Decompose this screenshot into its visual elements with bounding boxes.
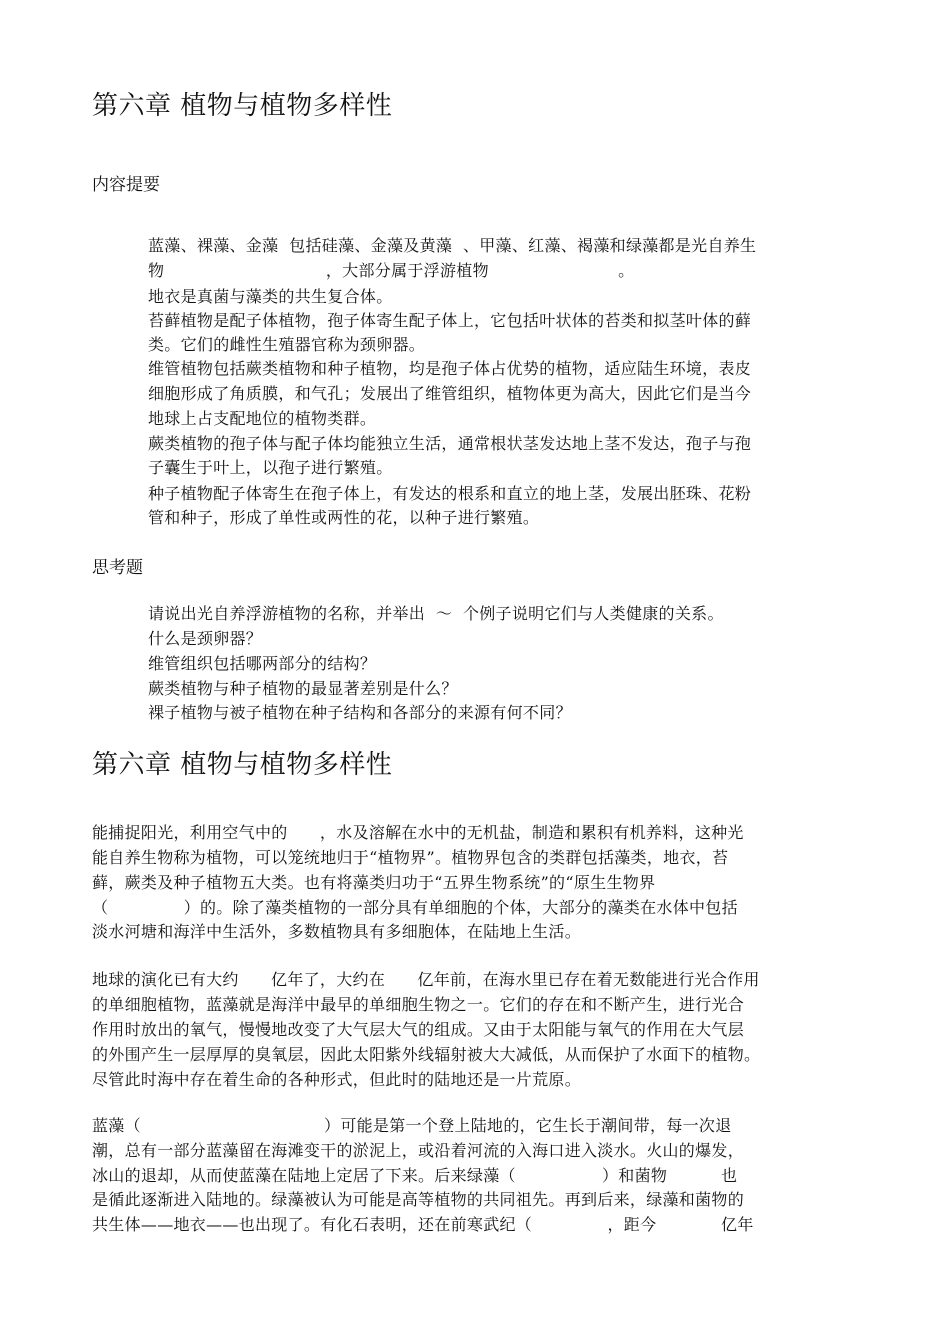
question-item: 蕨类植物与种子植物的最显著差别是什么？ bbox=[148, 679, 458, 698]
paragraph-line: 地球的演化已有大约 亿年了，大约在 亿年前，在海水里已存在着无数能进行光合作用 bbox=[92, 970, 760, 989]
paragraph-line: 淡水河塘和海洋中生活外，多数植物具有多细胞体，在陆地上生活。 bbox=[92, 922, 582, 941]
paragraph-line: 蓝藻（ ）可能是第一个登上陆地的，它生长于潮间带，每一次退 bbox=[92, 1116, 732, 1135]
chapter-title: 第六章 植物与植物多样性 bbox=[92, 91, 393, 121]
paragraph-line: 共生体——地衣——也出现了。有化石表明，还在前寒武纪（ ，距今 亿年 bbox=[92, 1215, 754, 1234]
paragraph-line: 能自养生物称为植物，可以笼统地归于“植物界”。植物界包含的类群包括藻类，地衣，苔 bbox=[92, 848, 729, 867]
summary-line: 地球上占支配地位的植物类群。 bbox=[148, 409, 377, 428]
summary-line: 物 ，大部分属于浮游植物 。 bbox=[148, 261, 635, 280]
paragraph-line: 潮，总有一部分蓝藻留在海滩变干的淤泥上，或沿着河流的入海口进入淡水。火山的爆发， bbox=[92, 1141, 745, 1160]
paragraph-line: 是循此逐渐进入陆地的。绿藻被认为可能是高等植物的共同祖先。再到后来，绿藻和菌物的 bbox=[92, 1190, 745, 1209]
summary-line: 类。它们的雌性生殖器官称为颈卵器。 bbox=[148, 335, 426, 354]
summary-line: 管和种子，形成了单性或两性的花，以种子进行繁殖。 bbox=[148, 508, 540, 527]
paragraph-line: 冰山的退却，从而使蓝藻在陆地上定居了下来。后来绿藻（ ）和菌物 也 bbox=[92, 1166, 738, 1185]
summary-line: 蓝藻、裸藻、金藻 包括硅藻、金藻及黄藻 、甲藻、红藻、褐藻和绿藻都是光自养生 bbox=[148, 236, 757, 255]
question-item: 裸子植物与被子植物在种子结构和各部分的来源有何不同？ bbox=[148, 703, 572, 722]
paragraph-line: 的外围产生一层厚厚的臭氧层，因此太阳紫外线辐射被大大减低，从而保护了水面下的植物。 bbox=[92, 1045, 761, 1064]
paragraph-line: 尽管此时海中存在着生命的各种形式，但此时的陆地还是一片荒原。 bbox=[92, 1070, 582, 1089]
paragraph-line: （ ）的。除了藻类植物的一部分具有单细胞的个体，大部分的藻类在水体中包括 bbox=[92, 898, 738, 917]
questions-heading: 思考题 bbox=[92, 558, 143, 578]
paragraph-line: 藓，蕨类及种子植物五大类。也有将藻类归功于“五界生物系统”的“原生生物界 bbox=[92, 873, 656, 892]
paragraph-line: 能捕捉阳光，利用空气中的 ，水及溶解在水中的无机盐，制造和累积有机养料，这种光 bbox=[92, 823, 744, 842]
summary-line: 子囊生于叶上，以孢子进行繁殖。 bbox=[148, 458, 393, 477]
summary-line: 细胞形成了角质膜，和气孔；发展出了维管组织，植物体更为高大，因此它们是当今 bbox=[148, 384, 752, 403]
paragraph-line: 的单细胞植物，蓝藻就是海洋中最早的单细胞生物之一。它们的存在和不断产生，进行光合 bbox=[92, 995, 745, 1014]
question-item: 请说出光自养浮游植物的名称，并举出 ～ 个例子说明它们与人类健康的关系。 bbox=[148, 604, 724, 623]
paragraph-line: 作用时放出的氧气，慢慢地改变了大气层大气的组成。又由于太阳能与氧气的作用在大气层 bbox=[92, 1020, 745, 1039]
question-item: 什么是颈卵器？ bbox=[148, 629, 263, 648]
summary-line: 种子植物配子体寄生在孢子体上，有发达的根系和直立的地上茎，发展出胚珠、花粉 bbox=[148, 484, 752, 503]
chapter-title-repeat: 第六章 植物与植物多样性 bbox=[92, 750, 393, 780]
question-item: 维管组织包括哪两部分的结构？ bbox=[148, 654, 377, 673]
summary-heading: 内容提要 bbox=[92, 175, 160, 195]
summary-line: 蕨类植物的孢子体与配子体均能独立生活，通常根状茎发达地上茎不发达，孢子与孢 bbox=[148, 434, 752, 453]
summary-line: 苔藓植物是配子体植物，孢子体寄生配子体上，它包括叶状体的苔类和拟茎叶体的藓 bbox=[148, 311, 752, 330]
summary-line: 地衣是真菌与藻类的共生复合体。 bbox=[148, 287, 393, 306]
summary-line: 维管植物包括蕨类植物和种子植物，均是孢子体占优势的植物，适应陆生环境，表皮 bbox=[148, 359, 752, 378]
